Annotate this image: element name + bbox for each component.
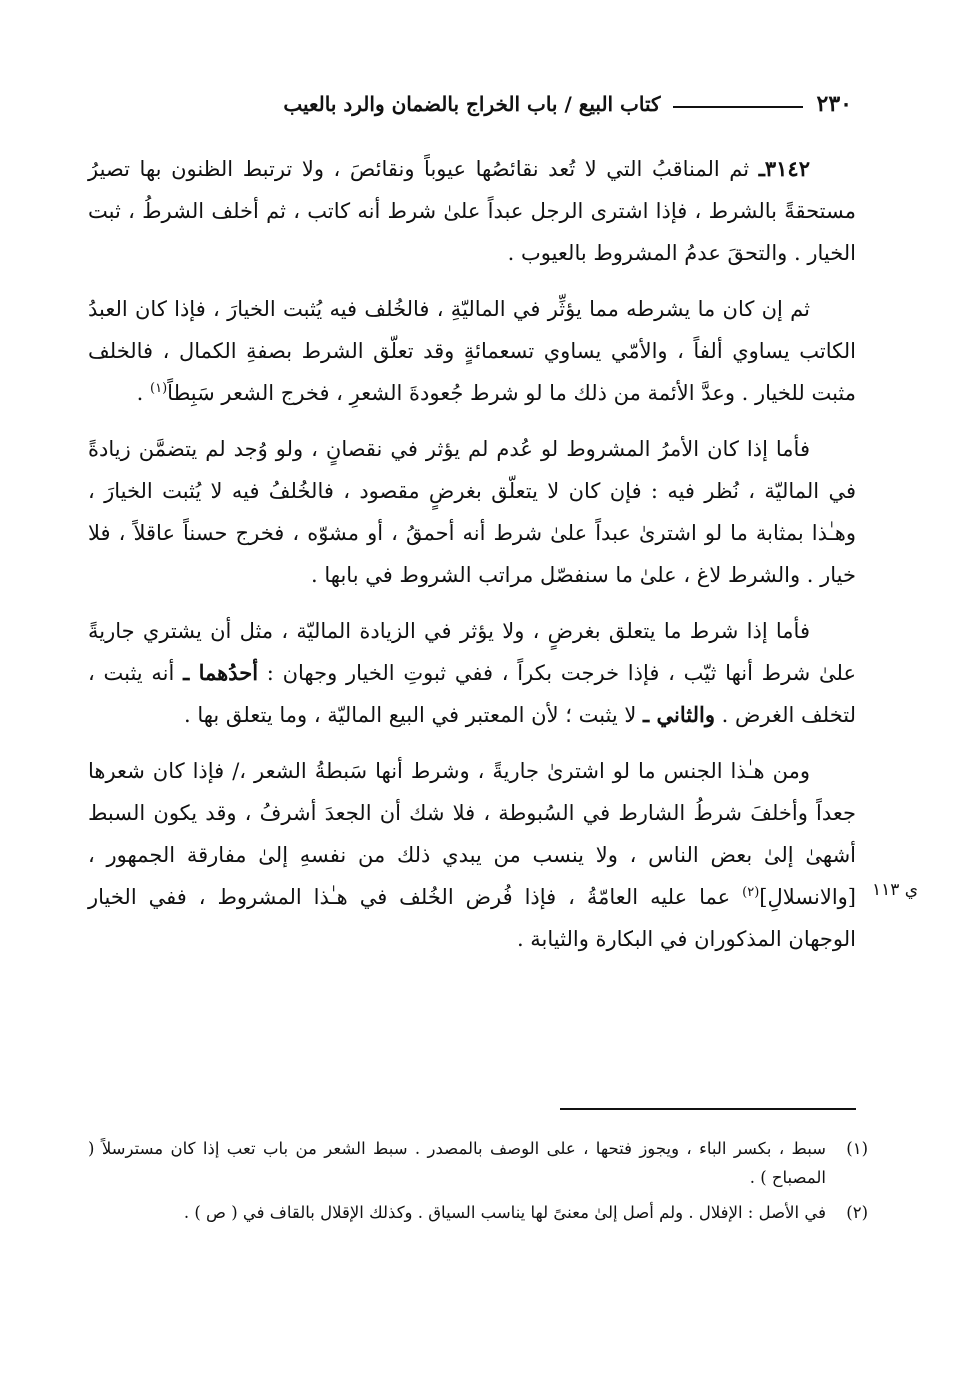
paragraph-1-text: ثم المناقبُ التي لا تُعد نقائصُها عيوباً ونقائصَ ، ولا ترتبط الظنون بها تصيرُ مستحقةً بالشرط ، فإذا اشترى الرجل عبداً علىٰ شرط أنه كاتب ، ثم أخلف الشرطُ ، ثبت الخيار . والتحقَ عدمُ المشروط بالعيوب . — [88, 157, 856, 265]
footnote-separator — [560, 1108, 856, 1110]
paragraph-3142 — [88, 148, 856, 274]
paragraph-2-text: ثم إن كان ما يشرطه مما يؤثِّر في الماليّةِ ، فالخُلف فيه يُثبت الخيارَ ، فإذا كان العبدُ الكاتب يساوي ألفاً ، والأمّي يساوي تسعمائةٍ وقد تعلّق الشرط بصفةِ الكمال ، فالخلف مثبت للخيار . وعدَّ الأئمة من ذلك ما لو شرط جُعودةَ الشعرِ ، فخرج الشعر سَبِطاً — [88, 297, 856, 405]
paragraph-5-text-a: ومن هـٰذا الجنس ما لو اشترىٰ جاريةً ، وشرط أنها سَبطةُ الشعر ،/ فإذا كان شعرها جعداً وأخلفَ شرطُ الشارط في السُبوطة ، فلا شك أن الجعدَ أشرفُ ، وقد يكون السبط أشهىٰ إلىٰ بعض الناس ، ولا ينسب من يبدي ذلك من نفسهِ إلىٰ مفارقة الجمهور ، [والانسلالِ] — [88, 759, 856, 909]
paragraph-4 — [88, 610, 856, 736]
header-rule — [673, 106, 803, 108]
paragraph-4-text-b: أنه يثبت ، لتخلف الغرض . — [88, 661, 856, 727]
first-opinion-label: أحدُهما ـ — [183, 660, 259, 685]
paragraph-4-text-c: لا يثبت ؛ لأن المعتبر في البيع الماليّة ، وما يتعلق بها . — [183, 703, 644, 727]
footnote — [88, 1198, 868, 1227]
manuscript-folio-note: ي ١١٣ — [872, 880, 919, 900]
header-title: كتاب البيع / باب الخراج بالضمان والرد بالعيب — [283, 92, 661, 116]
paragraph-2 — [88, 288, 856, 414]
footnote-number: (١) — [846, 1139, 868, 1158]
footnote-ref-1: (١) — [150, 381, 168, 396]
paragraph-4-text-a: فأما إذا شرط ما يتعلق بغرضٍ ، ولا يؤثر في الزيادة الماليّة ، مثل أن يشتري جاريةً علىٰ شرط أنها ثيّب ، فإذا خرجت بكراً ، ففي ثبوتِ الخيار وجهان : — [88, 619, 856, 685]
paragraph-2-end: . — [136, 381, 151, 405]
footnote-number: (٢) — [846, 1203, 868, 1222]
page-number: ٢٣٠ — [816, 91, 852, 117]
paragraph-3 — [88, 428, 856, 596]
footnote-ref-2: (٢) — [742, 885, 760, 900]
second-opinion-label: والثاني ـ — [643, 702, 715, 727]
issue-number: ٣١٤٢ـ — [758, 156, 810, 181]
main-text — [88, 148, 856, 974]
paragraph-5 — [88, 750, 856, 960]
paragraph-5-text-b: عما عليه العامّةُ ، فإذا فُرض الخُلف في هـٰذا المشروط ، ففي الخيار الوجهان المذكوران في البكارة والثيابة . — [88, 885, 856, 951]
footnotes — [88, 1134, 868, 1233]
footnote — [88, 1134, 868, 1192]
footnote-text: في الأصل : الإفلال . ولم أصل إلىٰ معنىً لها يناسب السياق . وكذلك الإقلال بالقاف في ( ص ) . — [183, 1203, 826, 1222]
footnote-text: سبط ، بكسر الباء ، ويجوز فتحها ، على الوصف بالمصدر . سبط الشعر من باب تعب إذا كان مسترسلاً ( المصباح ) . — [88, 1139, 826, 1187]
running-header — [90, 86, 852, 122]
paragraph-3-text: فأما إذا كان الأمرُ المشروط لو عُدم لم يؤثر في نقصانٍ ، ولو وُجد لم يتضمَّن زيادةً في الماليّة ، نُظر فيه : فإن كان لا يتعلّق بغرضٍ مقصود ، فالخُلفُ فيه لا يُثبت الخيارَ ، وهـٰذا بمثابة ما لو اشترىٰ عبداً علىٰ شرط أنه أحمقُ ، أو مشوّه ، فخرج حسناً عاقلاً ، فلا خيار . والشرط لاغ ، علىٰ ما سنفصّل مراتب الشروط في بابها . — [88, 437, 856, 587]
